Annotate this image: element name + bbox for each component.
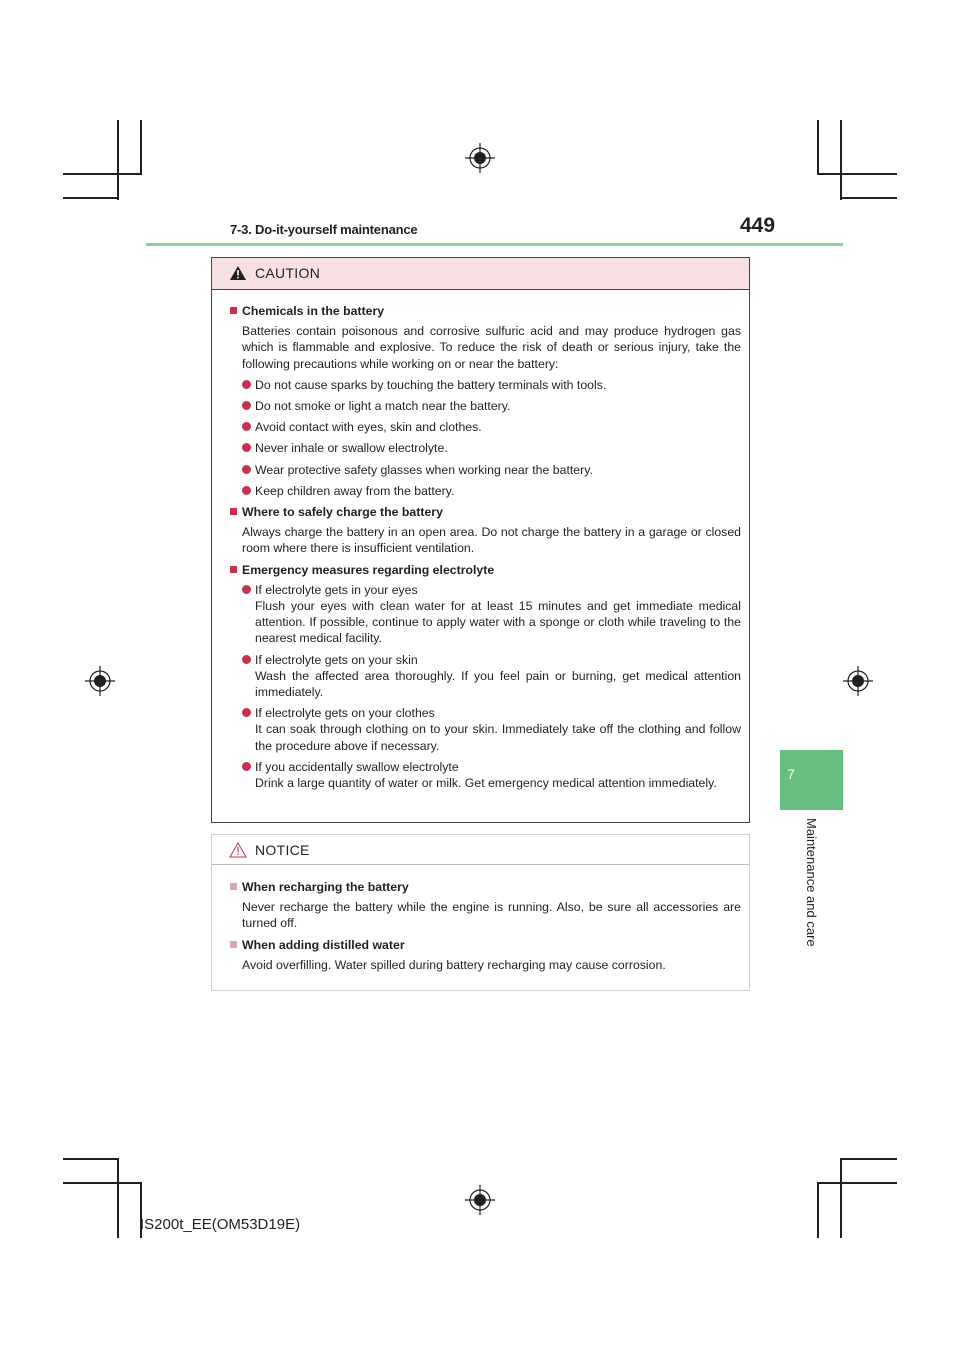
warning-triangle-icon [229,265,247,281]
bullet-item: Avoid contact with eyes, skin and clothes. [230,419,741,435]
crop-mark [817,120,819,175]
bullet-item: Do not smoke or light a match near the battery. [230,398,741,414]
caution-content [230,303,741,796]
bullet-title: If electrolyte gets on your skin [255,652,418,667]
registration-mark-icon [85,666,115,696]
crop-mark [817,1183,819,1238]
bullet-body: It can soak through clothing on to your skin. Immediately take off the clothing and follow the procedure above if necessary. [255,722,741,753]
bullet-body: Wash the affected area thoroughly. If you feel pain or burning, get medical attention immediately. [255,668,741,700]
section-heading: When adding distilled water [230,937,741,953]
crop-mark [63,173,142,175]
bullet-body: Flush your eyes with clean water for at least 15 minutes and get immediate medical attention. If possible, continue to apply water with a sponge or cloth while traveling to the nearest medical facility. [255,599,741,646]
chapter-label-wrapper [805,818,819,968]
caution-box [211,257,750,823]
header-rule [146,243,843,246]
bullet-item: Never inhale or swallow electrolyte. [230,440,741,456]
bullet-title: If electrolyte gets on your clothes [255,706,435,721]
notice-title: NOTICE [255,842,310,858]
paragraph: Batteries contain poisonous and corrosive sulfuric acid and may produce hydrogen gas which is flammable and explosive. To reduce the risk of death or serious injury, take the following precautions while working on or near the battery: [242,324,741,371]
notice-header [212,835,749,865]
paragraph: Always charge the battery in an open area. Do not charge the battery in a garage or closed room where there is insufficient ventilation. [242,525,741,556]
crop-mark [817,1182,897,1184]
crop-mark [840,197,897,199]
paragraph: Avoid overfilling. Water spilled during battery recharging may cause corrosion. [242,957,666,972]
crop-mark [840,1158,842,1238]
crop-mark [63,1158,119,1160]
section-heading: When recharging the battery [230,879,741,895]
bullet-item: Keep children away from the battery. [230,483,741,499]
crop-mark [63,1182,142,1184]
bullet-item [230,582,741,647]
notice-triangle-icon [229,842,247,858]
bullet-body: Drink a large quantity of water or milk. Get emergency medical attention immediately. [255,776,717,791]
notice-box [211,834,750,991]
registration-mark-icon [465,143,495,173]
section-heading: Chemicals in the battery [230,303,741,319]
paragraph: Never recharge the battery while the engine is running. Also, be sure all accessories are turned off. [242,900,741,931]
crop-mark [140,120,142,175]
section-heading: Where to safely charge the battery [230,504,741,520]
notice-content [230,879,741,978]
crop-mark [840,1158,897,1160]
crop-mark [840,120,842,200]
bullet-item: Do not cause sparks by touching the battery terminals with tools. [230,377,741,393]
page-number: 449 [740,214,776,237]
bullet-title: If electrolyte gets in your eyes [255,582,418,597]
registration-mark-icon [843,666,873,696]
chapter-number: 7 [787,766,795,782]
chapter-label: Maintenance and care [804,818,819,947]
section-heading: Emergency measures regarding electrolyte [230,562,741,578]
crop-mark [117,1158,119,1238]
bullet-item [230,652,741,701]
caution-header [212,258,749,290]
caution-title: CAUTION [255,265,321,281]
document-code: IS200t_EE(OM53D19E) [140,1216,301,1233]
bullet-item: Wear protective safety glasses when working near the battery. [230,462,741,478]
chapter-tab [780,750,843,810]
crop-mark [817,173,897,175]
crop-mark [117,120,119,200]
section-title: 7-3. Do-it-yourself maintenance [230,222,418,237]
registration-mark-icon [465,1185,495,1215]
bullet-title: If you accidentally swallow electrolyte [255,759,459,774]
bullet-item [230,759,741,791]
crop-mark [63,197,119,199]
bullet-item [230,705,741,754]
